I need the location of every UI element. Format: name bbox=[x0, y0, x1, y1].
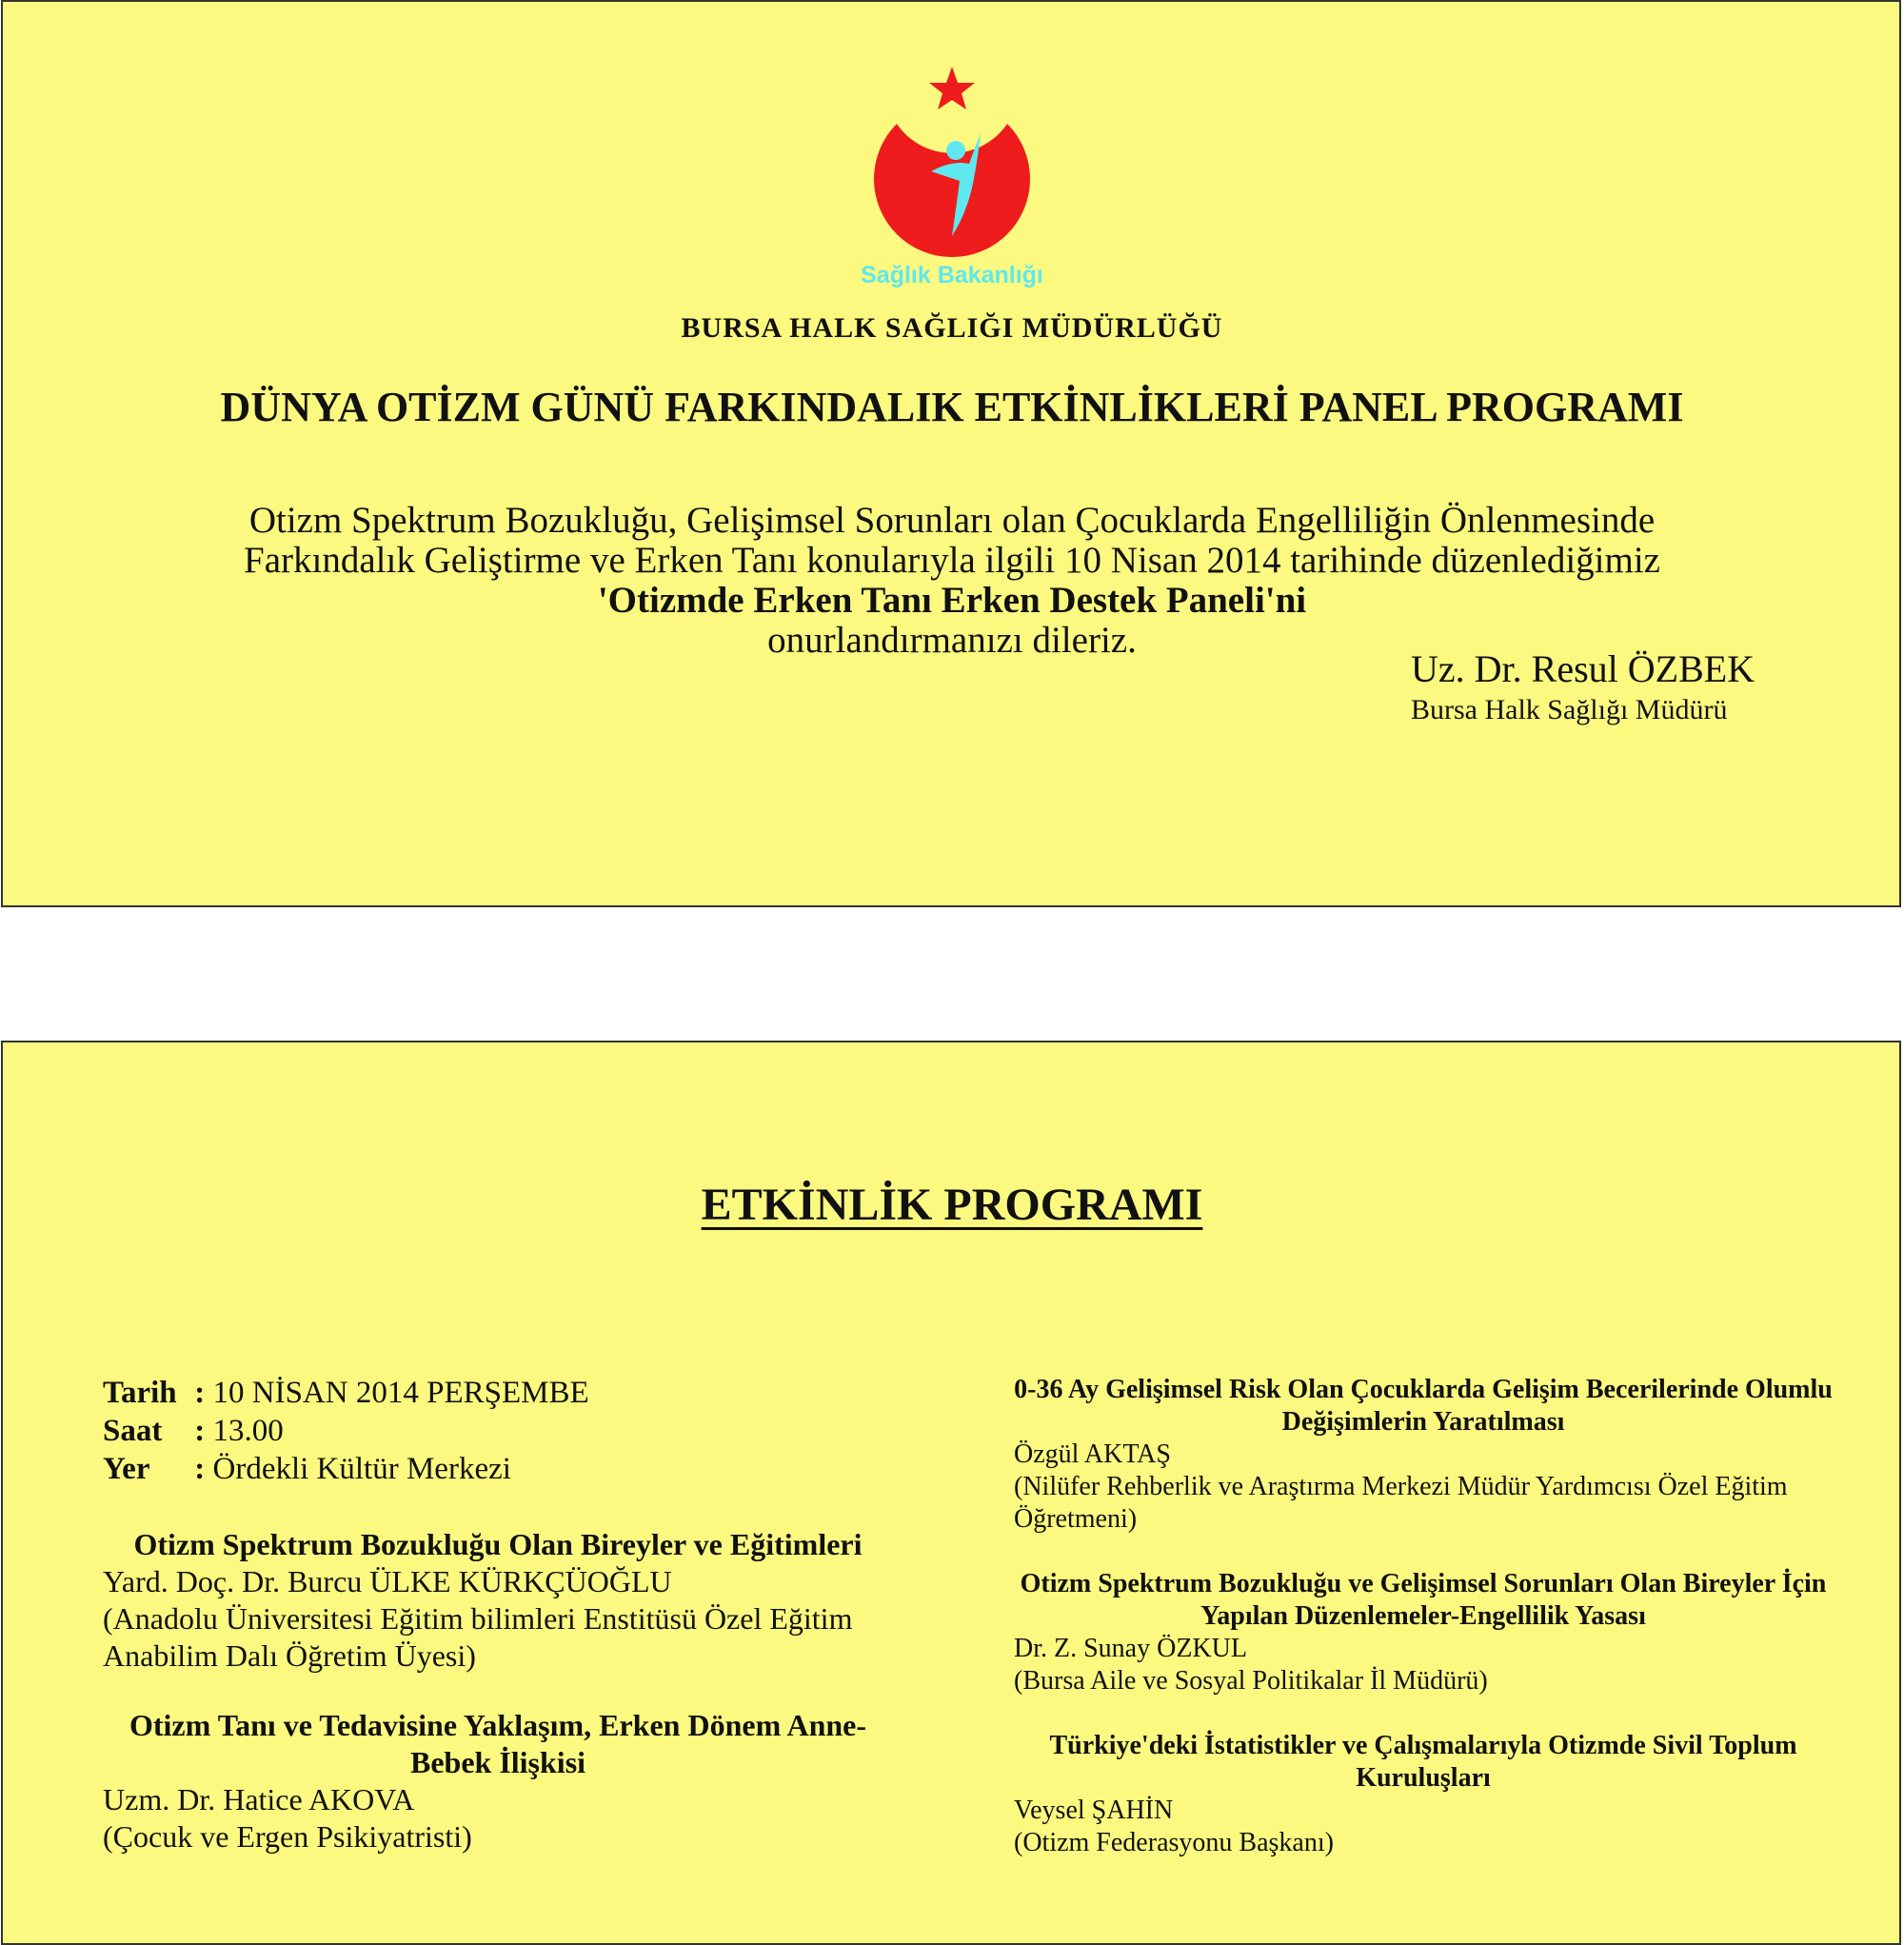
talk-speaker: Dr. Z. Sunay ÖZKUL bbox=[1014, 1634, 1247, 1663]
talk-affiliation: (Anadolu Üniversitesi Eğitim bilimleri Enstitüsü Özel Eğitim Anabilim Dalı Öğretim Üyesi) bbox=[103, 1601, 853, 1673]
info-value: 13.00 bbox=[212, 1414, 284, 1448]
event-info bbox=[103, 1374, 589, 1488]
ministry-of-health-logo-icon bbox=[857, 57, 1047, 295]
info-separator: : bbox=[194, 1414, 206, 1448]
talk-speaker: Yard. Doç. Dr. Burcu ÜLKE KÜRKÇÜOĞLU bbox=[103, 1564, 672, 1598]
talk-speaker: Uzm. Dr. Hatice AKOVA bbox=[103, 1782, 415, 1816]
talk-affiliation: (Bursa Aile ve Sosyal Politikalar İl Müdürü) bbox=[1014, 1666, 1488, 1696]
talk-title: Türkiye'deki İstatistikler ve Çalışmalarıyla Otizmde Sivil Toplum Kuruluşları bbox=[1049, 1731, 1797, 1793]
talk-title: Otizm Spektrum Bozukluğu Olan Bireyler ve Eğitimleri bbox=[133, 1527, 863, 1561]
talk-speaker: Veysel ŞAHİN bbox=[1014, 1796, 1174, 1825]
info-label: Saat bbox=[103, 1414, 163, 1448]
info-separator: : bbox=[194, 1376, 206, 1410]
info-row-date bbox=[103, 1374, 589, 1412]
talk-title: Otizm Tanı ve Tedavisine Yaklaşım, Erken Dönem Anne-Bebek İlişkisi bbox=[129, 1708, 867, 1779]
talk-item bbox=[1014, 1730, 1833, 1859]
info-label: Yer bbox=[103, 1452, 150, 1486]
panel-name: 'Otizmde Erken Tanı Erken Destek Paneli'ni bbox=[597, 580, 1307, 621]
invitation-line-2: Farkındalık Geliştirme ve Erken Tanı konularıyla ilgili 10 Nisan 2014 tarihinde düzenlediğimiz bbox=[244, 540, 1660, 581]
signer-role: Bursa Halk Sağlığı Müdürü bbox=[1411, 694, 1728, 725]
program-title: ETKİNLİK PROGRAMI bbox=[701, 1180, 1203, 1230]
talk-item bbox=[1014, 1568, 1833, 1697]
talk-item bbox=[1014, 1374, 1833, 1536]
talk-affiliation: (Çocuk ve Ergen Psikiyatristi) bbox=[103, 1819, 472, 1854]
invitation-line-4: onurlandırmanızı dileriz. bbox=[767, 620, 1137, 661]
talk-item bbox=[103, 1526, 893, 1675]
talk-item bbox=[103, 1707, 893, 1856]
left-talk-column bbox=[103, 1526, 893, 1888]
signer-name: Uz. Dr. Resul ÖZBEK bbox=[1411, 647, 1755, 690]
info-row-time bbox=[103, 1412, 589, 1450]
talk-title: 0-36 Ay Gelişimsel Risk Olan Çocuklarda Gelişim Becerilerinde Olumlu Değişimlerin Yaratılması bbox=[1014, 1375, 1833, 1437]
star-icon bbox=[929, 67, 975, 109]
directorate-name: BURSA HALK SAĞLIĞI MÜDÜRLÜĞÜ bbox=[681, 312, 1223, 344]
right-talk-column bbox=[1014, 1374, 1833, 1892]
logo-caption: Sağlık Bakanlığı bbox=[861, 262, 1043, 288]
info-label: Tarih bbox=[103, 1376, 177, 1410]
info-value: Ördekli Kültür Merkezi bbox=[212, 1452, 511, 1486]
invitation-line-1: Otizm Spektrum Bozukluğu, Gelişimsel Sorunları olan Çocuklarda Engelliliğin Önlenmesinde bbox=[248, 500, 1656, 541]
talk-affiliation: (Nilüfer Rehberlik ve Araştırma Merkezi Müdür Yardımcısı Özel Eğitim Öğretmeni) bbox=[1014, 1472, 1788, 1534]
invitation-text bbox=[0, 501, 1904, 661]
info-separator: : bbox=[194, 1452, 206, 1486]
info-value: 10 NİSAN 2014 PERŞEMBE bbox=[212, 1376, 589, 1410]
page-title: DÜNYA OTİZM GÜNÜ FARKINDALIK ETKİNLİKLERİ PANEL PROGRAMI bbox=[220, 384, 1684, 430]
talk-affiliation: (Otizm Federasyonu Başkanı) bbox=[1014, 1828, 1334, 1857]
info-row-place bbox=[103, 1450, 589, 1488]
talk-title: Otizm Spektrum Bozukluğu ve Gelişimsel Sorunları Olan Bireyler İçin Yapılan Düzenlemeler-Engellilik Yasası bbox=[1020, 1569, 1827, 1631]
talk-speaker: Özgül AKTAŞ bbox=[1014, 1439, 1171, 1469]
signature-block bbox=[1411, 647, 1755, 729]
